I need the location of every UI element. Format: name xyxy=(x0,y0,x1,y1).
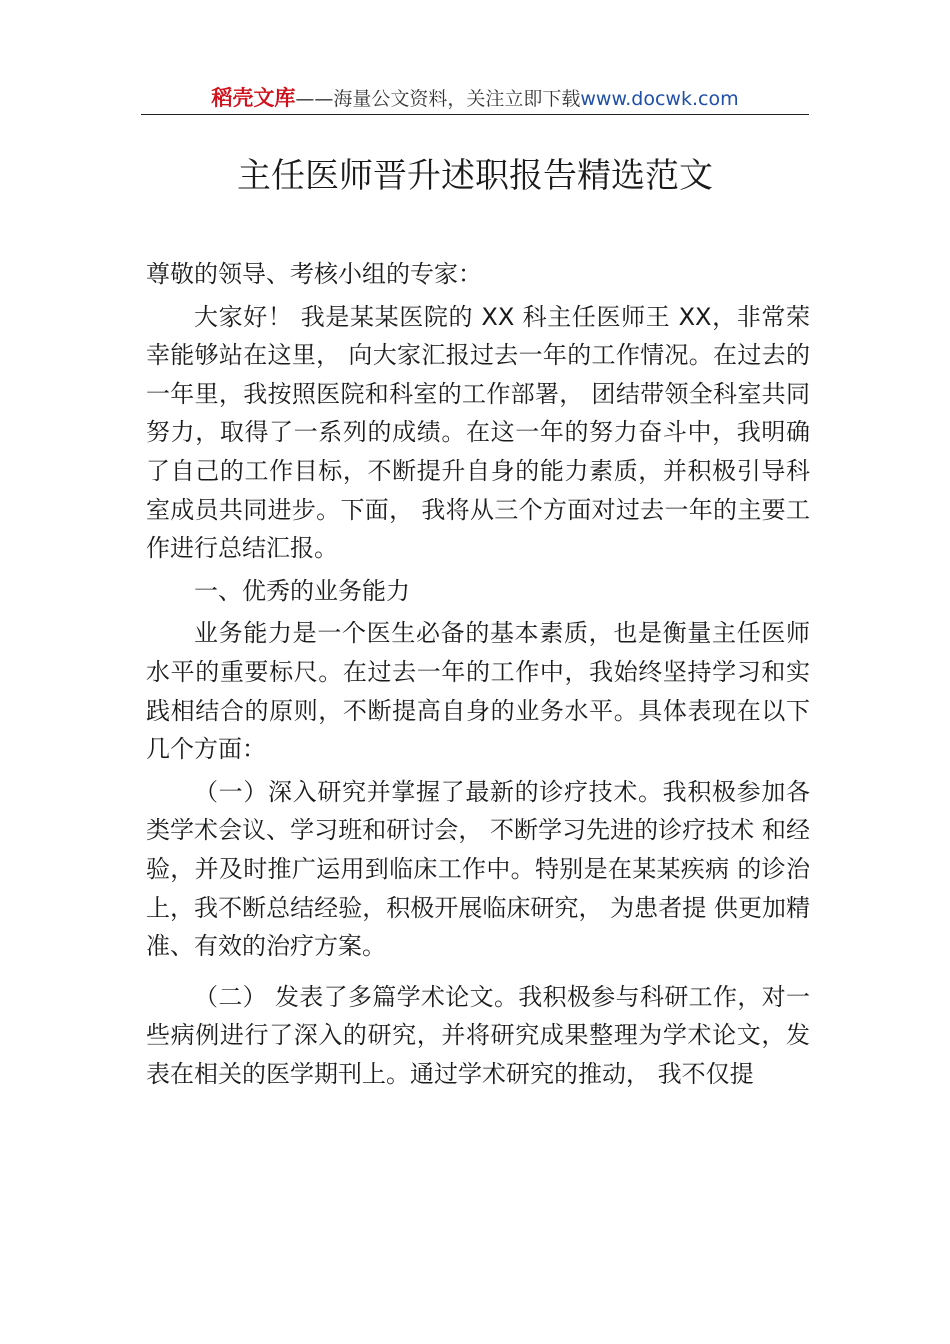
paragraph-intro: 大家好！ 我是某某医院的 XX 科主任医师王 XX，非常荣幸能够站在这里， 向大家汇报过去一年的工作情况。在过去的一年里，我按照医院和科室的工作部署， 团结带领全科室共同努力，取得了一系列的成绩。在这一年的努力奋斗中，我明确了自己的工作目标，不断提升自身的能力素质，并积极引导科室成员共同进步。下面， 我将从三个方面对过去一年的主要工作进行总结汇报。 xyxy=(146,302,810,563)
salutation: 尊敬的领导、考核小组的专家： xyxy=(146,260,482,288)
document-title: 主任医师晋升述职报告精选范文 xyxy=(237,156,713,196)
section-heading: 一、优秀的业务能力 xyxy=(194,576,410,605)
document-body xyxy=(146,255,810,1093)
paragraph-section-1: 业务能力是一个医生必备的基本素质，也是衡量主任医师水平的重要标尺。在过去一年的工作中，我始终坚持学习和实践相结合的原则，不断提高自身的业务水平。具体表现在以下几个方面： xyxy=(146,619,810,764)
header-divider xyxy=(141,114,809,115)
paragraph-item-1: （一）深入研究并掌握了最新的诊疗技术。我积极参加各类学术会议、学习班和研讨会， 不断学习先进的诊疗技术 和经验，并及时推广运用到临床工作中。特别是在某某疾病 的诊治上，我不断总结经验，积极开展临床研究， 为患者提 供更加精准、有效的治疗方案。 xyxy=(146,777,810,961)
header-url-link[interactable]: www.docwk.com xyxy=(580,88,739,110)
paragraph-item-2: （二） 发表了多篇学术论文。我积极参与科研工作，对一些病例进行了深入的研究，并将研究成果整理为学术论文，发表在相关的医学期刊上。通过学术研究的推动， 我不仅提 xyxy=(146,982,810,1088)
document-header xyxy=(141,84,809,114)
brand-logo-text: 稻壳文库 xyxy=(211,86,296,110)
header-tagline: ——海量公文资料，关注立即下载 xyxy=(295,88,581,110)
